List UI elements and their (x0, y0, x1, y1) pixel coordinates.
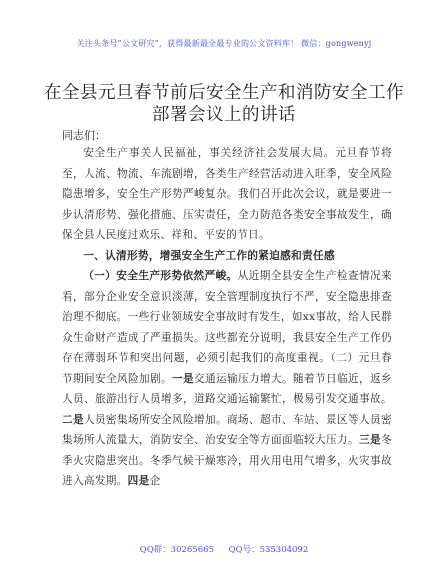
paragraph-text: 从近期全县安全生产检查情况来看，部分企业安全意识淡薄，安全管理制度执行不严，安全隐患排查治理不彻底。一些行业领域安全事故时有发生，如xx事故，给人民群众生命财产造成了严重损失。这些都充分说明，我县安全生产工作仍存在薄弱环节和突出问题，必须引起我们的高度重视。（二）元旦春节期间安全风险加剧。 (62, 270, 393, 385)
risk-text-3: 冬季火灾隐患突出。冬季气候干燥寒冷，用火用电用气增多，火灾事故进入高发期。 (62, 434, 393, 487)
paragraph-situation (62, 266, 392, 492)
contact-footer (0, 543, 448, 555)
qq-number: QQ号：535304092 (228, 545, 309, 555)
risk-lead-4: 四是 (127, 475, 150, 487)
document-title-line-2: 部署会议上的讲话 (152, 105, 296, 125)
promo-banner: 关注头条号“公文研究”，获得最新最全最专业的公文资料库！ 微信：gongwenyj (76, 39, 372, 48)
risk-lead-1: 一是 (172, 372, 195, 385)
risk-text-4: 企 (149, 475, 161, 487)
qq-group: QQ群：30265665 (139, 545, 214, 555)
risk-lead-3: 三是 (359, 434, 382, 446)
paragraph-intro: 安全生产事关人民福祉，事关经济社会发展大局。元旦春节将至，人流、物流、车流剧增，各类生产经营活动进入旺季，安全风险隐患增多，安全生产形势严峻复杂。我们召开此次会议，就是要进一步认清形势、强化措施、压实责任，全力防范各类安全事故发生，确保全县人民度过欢乐、祥和、平安的节日。 (62, 147, 392, 241)
document-body (62, 143, 392, 492)
risk-lead-2: 二是 (62, 413, 85, 426)
salutation: 同志们： (62, 129, 106, 142)
subheading-lead: （一）安全生产形势依然严峻。 (83, 270, 238, 282)
risk-text-2: 人员密集场所安全风险增加。商场、超市、车站、景区等人员密集场所人流量大，消防安全、治安安全等方面面临较大压力。 (62, 413, 392, 446)
risk-text-1: 交通运输压力增大。随着节日临近，返乡人员、旅游出行人员增多，道路交通运输繁忙，极易引发交通事故。 (62, 372, 392, 405)
document-title-line-1: 在全县元旦春节前后安全生产和消防安全工作 (44, 83, 404, 103)
section-heading-1: 一、认清形势，增强安全生产工作的紧迫感和责任感 (83, 249, 335, 262)
